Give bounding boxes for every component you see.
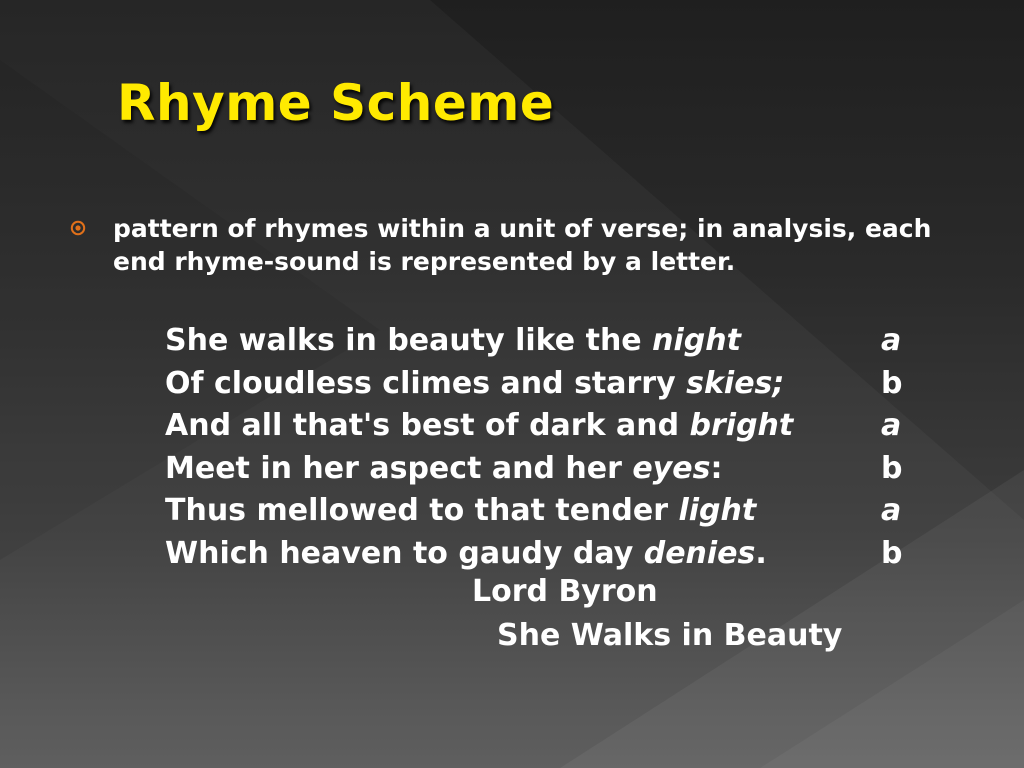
slide-title: Rhyme Scheme bbox=[117, 74, 555, 132]
poem-line-punctuation: : bbox=[710, 450, 723, 486]
poem-line-punctuation: . bbox=[755, 535, 767, 571]
rhyme-letter: a bbox=[881, 493, 902, 528]
rhyme-letter: b bbox=[881, 365, 903, 401]
poem-line-lead: And all that's best of dark and bbox=[165, 408, 690, 443]
poem-line bbox=[165, 533, 925, 576]
rhyme-word: night bbox=[652, 323, 741, 358]
poem-line bbox=[165, 320, 925, 363]
poem-line-text bbox=[165, 490, 756, 533]
poem-line-text bbox=[165, 405, 793, 448]
poem-line bbox=[165, 448, 925, 491]
poem-line-lead: Meet in her aspect and her bbox=[165, 450, 633, 486]
rhyme-word: skies; bbox=[686, 365, 785, 401]
rhyme-letter: b bbox=[881, 450, 903, 486]
poem-line-text bbox=[165, 320, 741, 363]
poem-author: Lord Byron bbox=[472, 574, 658, 609]
rhyme-word: denies bbox=[643, 535, 756, 571]
poem-line-text bbox=[165, 533, 767, 576]
poem-excerpt bbox=[165, 320, 925, 575]
poem-line-lead: Of cloudless climes and starry bbox=[165, 365, 687, 401]
rhyme-word: light bbox=[678, 493, 757, 528]
rhyme-word: eyes bbox=[632, 450, 711, 486]
rhyme-word: bright bbox=[689, 408, 794, 443]
poem-line bbox=[165, 363, 925, 406]
rhyme-letter: b bbox=[881, 535, 903, 571]
poem-line-lead: Thus mellowed to that tender bbox=[165, 493, 679, 528]
poem-line-text bbox=[165, 363, 784, 406]
poem-line bbox=[165, 405, 925, 448]
poem-line-text bbox=[165, 448, 722, 491]
poem-title: She Walks in Beauty bbox=[497, 618, 843, 653]
poem-line-lead: She walks in beauty like the bbox=[165, 323, 653, 358]
poem-line bbox=[165, 490, 925, 533]
definition-text: pattern of rhymes within a unit of verse; in analysis, each end rhyme-sound is represented by a letter. bbox=[113, 214, 932, 276]
rhyme-letter: a bbox=[881, 323, 902, 358]
poem-line-lead: Which heaven to gaudy day bbox=[165, 535, 644, 571]
rhyme-letter: a bbox=[881, 408, 902, 443]
circled-dot-bullet-icon bbox=[70, 220, 86, 236]
